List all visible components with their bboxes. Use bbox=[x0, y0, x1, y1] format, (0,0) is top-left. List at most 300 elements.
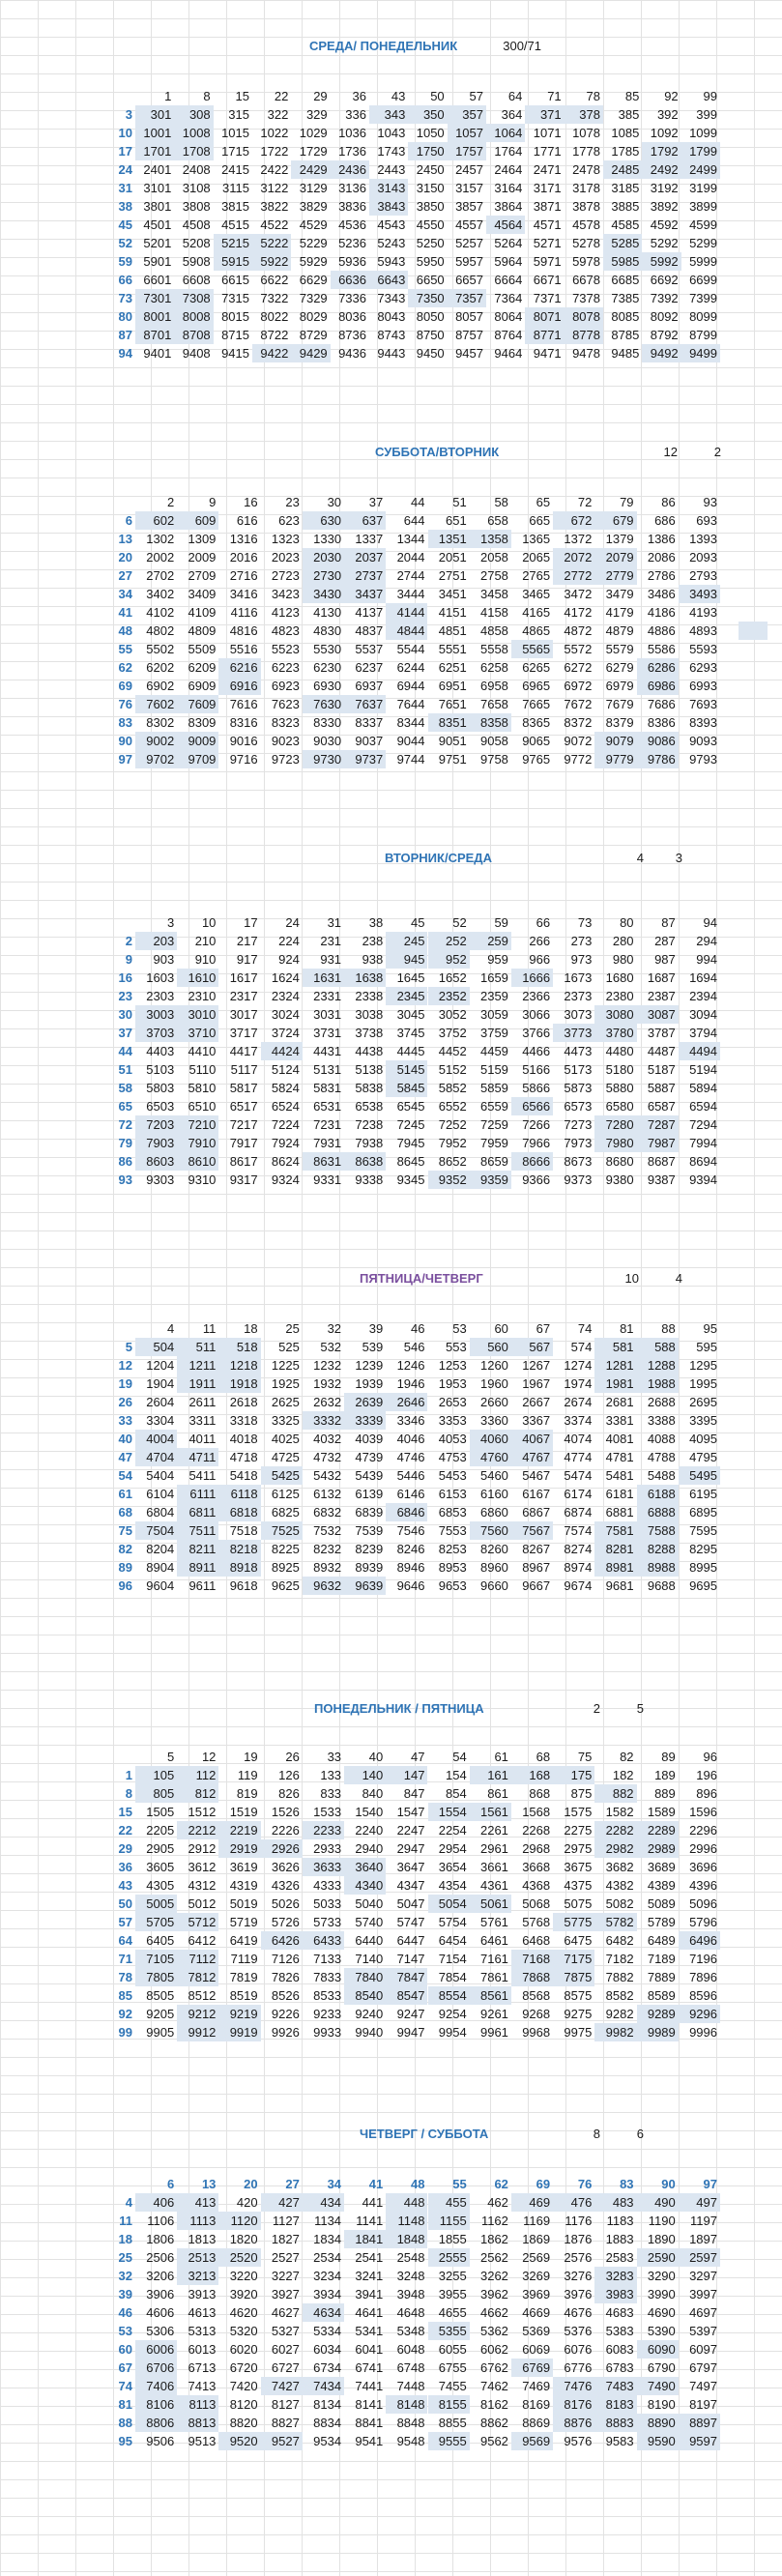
cell-value[interactable]: 9716 bbox=[229, 752, 258, 767]
cell-value[interactable]: 266 bbox=[529, 934, 551, 948]
cell-value[interactable]: 9443 bbox=[377, 346, 406, 361]
cell-value[interactable]: 6153 bbox=[438, 1487, 467, 1501]
cell-value[interactable]: 4368 bbox=[522, 1878, 551, 1893]
cell-value[interactable]: 6076 bbox=[564, 2342, 593, 2357]
cell-value[interactable]: 6027 bbox=[271, 2342, 300, 2357]
cell-value[interactable]: 5544 bbox=[396, 642, 425, 656]
cell-value[interactable]: 147 bbox=[386, 1766, 427, 1784]
cell-value[interactable]: 9534 bbox=[313, 2434, 342, 2448]
cell-value[interactable]: 5845 bbox=[386, 1079, 427, 1097]
cell-value[interactable]: 6580 bbox=[605, 1099, 634, 1114]
cell-value[interactable]: 7448 bbox=[396, 2379, 425, 2393]
cell-value[interactable]: 5040 bbox=[355, 1896, 384, 1911]
cell-value[interactable]: 4046 bbox=[396, 1432, 425, 1446]
cell-value[interactable]: 5145 bbox=[386, 1060, 427, 1079]
cell-value[interactable]: 6699 bbox=[689, 273, 717, 287]
cell-value[interactable]: 5789 bbox=[647, 1915, 676, 1929]
cell-value[interactable]: 364 bbox=[501, 107, 523, 122]
cell-value[interactable]: 7861 bbox=[479, 1970, 508, 1984]
cell-value[interactable]: 4116 bbox=[230, 605, 258, 620]
cell-value[interactable]: 9457 bbox=[455, 346, 483, 361]
cell-value[interactable]: 8624 bbox=[271, 1154, 300, 1169]
cell-value[interactable]: 6657 bbox=[455, 273, 483, 287]
cell-value[interactable]: 259 bbox=[470, 932, 511, 950]
cell-value[interactable]: 5446 bbox=[396, 1468, 425, 1483]
cell-value[interactable]: 2359 bbox=[479, 989, 508, 1003]
cell-value[interactable]: 8197 bbox=[689, 2397, 717, 2412]
cell-value[interactable]: 6223 bbox=[271, 660, 300, 675]
cell-value[interactable]: 7910 bbox=[177, 1134, 218, 1152]
cell-value[interactable]: 5978 bbox=[572, 254, 600, 269]
cell-value[interactable]: 2478 bbox=[572, 162, 600, 177]
cell-value[interactable]: 7616 bbox=[229, 697, 258, 711]
cell-value[interactable]: 2737 bbox=[344, 566, 386, 585]
cell-value[interactable]: 5397 bbox=[689, 2324, 717, 2338]
cell-value[interactable]: 1554 bbox=[428, 1803, 470, 1821]
cell-value[interactable]: 1575 bbox=[564, 1805, 593, 1819]
cell-value[interactable]: 7609 bbox=[177, 695, 218, 713]
cell-value[interactable]: 4641 bbox=[355, 2305, 384, 2320]
cell-value[interactable]: 9919 bbox=[218, 2023, 260, 2041]
cell-value[interactable]: 6272 bbox=[564, 660, 593, 675]
cell-value[interactable]: 3766 bbox=[522, 1026, 551, 1040]
cell-value[interactable]: 5243 bbox=[377, 236, 406, 250]
cell-value[interactable]: 910 bbox=[194, 952, 217, 967]
cell-value[interactable]: 2919 bbox=[218, 1839, 260, 1858]
cell-value[interactable]: 5194 bbox=[689, 1062, 717, 1077]
cell-value[interactable]: 7840 bbox=[344, 1968, 386, 1986]
cell-value[interactable]: 5362 bbox=[479, 2324, 508, 2338]
cell-value[interactable]: 224 bbox=[278, 934, 300, 948]
cell-value[interactable]: 6531 bbox=[313, 1099, 342, 1114]
cell-value[interactable]: 6755 bbox=[438, 2360, 467, 2375]
cell-value[interactable]: 9093 bbox=[689, 734, 717, 748]
cell-value[interactable]: 3227 bbox=[271, 2269, 300, 2283]
cell-value[interactable]: 9310 bbox=[188, 1172, 217, 1187]
cell-value[interactable]: 3192 bbox=[650, 181, 679, 195]
cell-value[interactable]: 6706 bbox=[135, 2359, 177, 2377]
cell-value[interactable]: 2282 bbox=[594, 1821, 636, 1839]
cell-value[interactable]: 2485 bbox=[603, 160, 642, 179]
cell-value[interactable]: 3955 bbox=[438, 2287, 467, 2301]
cell-value[interactable]: 2338 bbox=[355, 989, 384, 1003]
cell-value[interactable]: 3094 bbox=[689, 1007, 717, 1022]
cell-value[interactable]: 6006 bbox=[135, 2340, 177, 2359]
cell-value[interactable]: 6818 bbox=[218, 1503, 260, 1521]
cell-value[interactable]: 2464 bbox=[494, 162, 523, 177]
cell-value[interactable]: 3206 bbox=[146, 2269, 175, 2283]
cell-value[interactable]: 2744 bbox=[396, 568, 425, 583]
cell-value[interactable]: 1225 bbox=[271, 1358, 300, 1373]
cell-value[interactable]: 945 bbox=[386, 950, 427, 969]
cell-value[interactable]: 6685 bbox=[611, 273, 640, 287]
cell-value[interactable]: 5376 bbox=[564, 2324, 593, 2338]
cell-value[interactable]: 7140 bbox=[355, 1952, 384, 1966]
cell-value[interactable]: 5222 bbox=[252, 234, 291, 252]
cell-value[interactable]: 1827 bbox=[271, 2232, 300, 2246]
cell-value[interactable]: 4025 bbox=[271, 1432, 300, 1446]
cell-value[interactable]: 1064 bbox=[486, 124, 525, 142]
cell-value[interactable]: 4508 bbox=[182, 217, 211, 232]
cell-value[interactable]: 4417 bbox=[229, 1044, 258, 1058]
cell-value[interactable]: 1099 bbox=[689, 126, 717, 140]
cell-value[interactable]: 3857 bbox=[455, 199, 483, 214]
cell-value[interactable]: 1190 bbox=[648, 2214, 676, 2228]
cell-value[interactable]: 2436 bbox=[331, 160, 369, 179]
cell-value[interactable]: 8001 bbox=[135, 307, 174, 326]
cell-value[interactable]: 3612 bbox=[188, 1860, 217, 1874]
cell-value[interactable]: 8680 bbox=[605, 1154, 634, 1169]
cell-value[interactable]: 6734 bbox=[313, 2360, 342, 2375]
cell-value[interactable]: 1239 bbox=[355, 1358, 384, 1373]
cell-value[interactable]: 9219 bbox=[218, 2005, 260, 2023]
cell-value[interactable]: 2590 bbox=[637, 2248, 679, 2267]
cell-value[interactable]: 5733 bbox=[313, 1915, 342, 1929]
cell-value[interactable]: 8659 bbox=[479, 1154, 508, 1169]
cell-value[interactable]: 4697 bbox=[689, 2305, 717, 2320]
cell-value[interactable]: 4004 bbox=[135, 1430, 177, 1448]
cell-value[interactable]: 854 bbox=[446, 1786, 467, 1801]
cell-value[interactable]: 2968 bbox=[522, 1841, 551, 1856]
cell-value[interactable]: 6552 bbox=[438, 1099, 467, 1114]
cell-value[interactable]: 3304 bbox=[146, 1413, 175, 1428]
cell-value[interactable]: 6594 bbox=[689, 1099, 717, 1114]
cell-value[interactable]: 2093 bbox=[689, 550, 717, 564]
cell-value[interactable]: 6202 bbox=[146, 660, 175, 675]
cell-value[interactable]: 1078 bbox=[572, 126, 600, 140]
cell-value[interactable]: 5215 bbox=[214, 234, 252, 252]
cell-value[interactable]: 8127 bbox=[271, 2397, 300, 2412]
cell-value[interactable]: 7392 bbox=[650, 291, 679, 305]
cell-value[interactable]: 7273 bbox=[564, 1117, 593, 1132]
cell-value[interactable]: 4655 bbox=[438, 2305, 467, 2320]
cell-value[interactable]: 4172 bbox=[564, 605, 593, 620]
cell-value[interactable]: 8099 bbox=[689, 309, 717, 324]
cell-value[interactable]: 1890 bbox=[647, 2232, 676, 2246]
cell-value[interactable]: 7182 bbox=[605, 1952, 634, 1966]
cell-value[interactable]: 3486 bbox=[647, 587, 676, 601]
cell-value[interactable]: 4760 bbox=[470, 1448, 511, 1466]
cell-value[interactable]: 3178 bbox=[572, 181, 600, 195]
cell-value[interactable]: 350 bbox=[408, 105, 447, 124]
cell-value[interactable]: 8057 bbox=[455, 309, 483, 324]
cell-value[interactable]: 7322 bbox=[260, 291, 289, 305]
cell-value[interactable]: 5502 bbox=[146, 642, 175, 656]
cell-value[interactable]: 2548 bbox=[396, 2250, 425, 2265]
cell-value[interactable]: 3689 bbox=[647, 1860, 676, 1874]
cell-value[interactable]: 3451 bbox=[438, 587, 467, 601]
cell-value[interactable]: 7868 bbox=[511, 1968, 553, 1986]
cell-value[interactable]: 1603 bbox=[146, 970, 175, 985]
cell-value[interactable]: 7952 bbox=[438, 1136, 467, 1150]
cell-value[interactable]: 3346 bbox=[396, 1413, 425, 1428]
cell-value[interactable]: 6461 bbox=[479, 1933, 508, 1948]
cell-value[interactable]: 8519 bbox=[229, 1988, 258, 2003]
cell-value[interactable]: 1869 bbox=[522, 2232, 551, 2246]
cell-value[interactable]: 9695 bbox=[689, 1578, 717, 1593]
cell-value[interactable]: 5075 bbox=[564, 1896, 593, 1911]
cell-value[interactable]: 4186 bbox=[647, 605, 676, 620]
cell-value[interactable]: 3479 bbox=[605, 587, 634, 601]
cell-value[interactable]: 665 bbox=[529, 513, 551, 528]
cell-value[interactable]: 8267 bbox=[522, 1542, 551, 1556]
cell-value[interactable]: 8946 bbox=[396, 1560, 425, 1575]
cell-value[interactable]: 8911 bbox=[177, 1558, 218, 1577]
cell-value[interactable]: 3668 bbox=[522, 1860, 551, 1874]
cell-value[interactable]: 1533 bbox=[313, 1805, 342, 1819]
cell-value[interactable]: 4669 bbox=[522, 2305, 551, 2320]
cell-value[interactable]: 6496 bbox=[679, 1931, 720, 1950]
cell-value[interactable]: 6881 bbox=[605, 1505, 634, 1520]
cell-value[interactable]: 1862 bbox=[479, 2232, 508, 2246]
cell-value[interactable]: 9597 bbox=[679, 2432, 720, 2450]
cell-value[interactable]: 7441 bbox=[355, 2379, 384, 2393]
cell-value[interactable]: 3024 bbox=[271, 1007, 300, 1022]
cell-value[interactable]: 9688 bbox=[647, 1578, 676, 1593]
cell-value[interactable]: 4711 bbox=[177, 1448, 218, 1466]
cell-value[interactable]: 3759 bbox=[479, 1026, 508, 1040]
cell-value[interactable]: 2716 bbox=[229, 568, 258, 583]
cell-value[interactable]: 1008 bbox=[174, 124, 213, 142]
cell-value[interactable]: 3332 bbox=[303, 1411, 344, 1430]
cell-value[interactable]: 5299 bbox=[689, 236, 717, 250]
cell-value[interactable]: 4809 bbox=[188, 623, 217, 638]
cell-value[interactable]: 6972 bbox=[564, 679, 593, 693]
cell-value[interactable]: 9338 bbox=[355, 1172, 384, 1187]
cell-value[interactable]: 9506 bbox=[146, 2434, 175, 2448]
cell-value[interactable]: 1372 bbox=[564, 532, 593, 546]
cell-value[interactable]: 6139 bbox=[355, 1487, 384, 1501]
cell-value[interactable]: 5915 bbox=[214, 252, 252, 271]
cell-value[interactable]: 2758 bbox=[479, 568, 508, 583]
cell-value[interactable]: 3927 bbox=[271, 2287, 300, 2301]
cell-value[interactable]: 3633 bbox=[303, 1858, 344, 1876]
cell-value[interactable]: 9660 bbox=[479, 1578, 508, 1593]
cell-value[interactable]: 8512 bbox=[188, 1988, 217, 2003]
cell-value[interactable]: 4445 bbox=[396, 1044, 425, 1058]
cell-value[interactable]: 5159 bbox=[479, 1062, 508, 1077]
cell-value[interactable]: 532 bbox=[320, 1340, 342, 1354]
cell-value[interactable]: 8078 bbox=[565, 307, 603, 326]
cell-value[interactable]: 4032 bbox=[313, 1432, 342, 1446]
cell-value[interactable]: 1043 bbox=[377, 126, 406, 140]
cell-value[interactable]: 9268 bbox=[522, 2007, 551, 2021]
cell-value[interactable]: 6104 bbox=[146, 1487, 175, 1501]
cell-value[interactable]: 1162 bbox=[480, 2214, 508, 2228]
cell-value[interactable]: 679 bbox=[594, 511, 636, 530]
cell-value[interactable]: 1666 bbox=[511, 969, 553, 987]
cell-value[interactable]: 7126 bbox=[271, 1952, 300, 1966]
cell-value[interactable]: 8862 bbox=[479, 2416, 508, 2430]
cell-value[interactable]: 1330 bbox=[313, 532, 342, 546]
cell-value[interactable]: 8358 bbox=[470, 713, 511, 732]
cell-value[interactable]: 4396 bbox=[689, 1878, 717, 1893]
cell-value[interactable]: 2317 bbox=[229, 989, 258, 1003]
cell-value[interactable]: 1155 bbox=[428, 2212, 470, 2230]
cell-value[interactable]: 5481 bbox=[605, 1468, 634, 1483]
cell-value[interactable]: 3465 bbox=[522, 587, 551, 601]
cell-value[interactable]: 3402 bbox=[146, 587, 175, 601]
cell-value[interactable]: 5950 bbox=[416, 254, 445, 269]
cell-value[interactable]: 329 bbox=[305, 107, 328, 122]
cell-value[interactable]: 1918 bbox=[218, 1375, 260, 1393]
cell-value[interactable]: 1813 bbox=[188, 2232, 217, 2246]
cell-value[interactable]: 5005 bbox=[135, 1895, 177, 1913]
cell-value[interactable]: 6524 bbox=[271, 1099, 300, 1114]
cell-value[interactable]: 8799 bbox=[689, 328, 717, 342]
cell-value[interactable]: 5838 bbox=[355, 1081, 384, 1095]
cell-value[interactable]: 210 bbox=[194, 934, 217, 948]
cell-value[interactable]: 2513 bbox=[177, 2248, 218, 2267]
cell-value[interactable]: 4053 bbox=[438, 1432, 467, 1446]
cell-value[interactable]: 5530 bbox=[313, 642, 342, 656]
cell-value[interactable]: 1855 bbox=[438, 2232, 467, 2246]
cell-value[interactable]: 9352 bbox=[428, 1171, 470, 1189]
cell-value[interactable]: 1519 bbox=[229, 1805, 258, 1819]
cell-value[interactable]: 2653 bbox=[438, 1395, 467, 1409]
cell-value[interactable]: 3745 bbox=[396, 1026, 425, 1040]
cell-value[interactable]: 9051 bbox=[438, 734, 467, 748]
cell-value[interactable]: 4487 bbox=[647, 1044, 676, 1058]
cell-value[interactable]: 8043 bbox=[377, 309, 406, 324]
cell-value[interactable]: 6503 bbox=[146, 1099, 175, 1114]
cell-value[interactable]: 7518 bbox=[229, 1523, 258, 1538]
cell-value[interactable]: 7350 bbox=[408, 289, 447, 307]
cell-value[interactable]: 9079 bbox=[594, 732, 636, 750]
cell-value[interactable]: 5782 bbox=[594, 1913, 636, 1931]
cell-value[interactable]: 4823 bbox=[271, 623, 300, 638]
cell-value[interactable]: 8589 bbox=[647, 1988, 676, 2003]
cell-value[interactable]: 3829 bbox=[299, 199, 328, 214]
cell-value[interactable]: 4536 bbox=[338, 217, 366, 232]
cell-value[interactable]: 1876 bbox=[564, 2232, 593, 2246]
cell-value[interactable]: 6790 bbox=[647, 2360, 676, 2375]
cell-value[interactable]: 483 bbox=[594, 2193, 636, 2212]
cell-value[interactable]: 1561 bbox=[470, 1803, 511, 1821]
cell-value[interactable]: 5047 bbox=[396, 1896, 425, 1911]
cell-value[interactable]: 5810 bbox=[188, 1081, 217, 1095]
cell-value[interactable]: 7826 bbox=[271, 1970, 300, 1984]
cell-value[interactable]: 2310 bbox=[188, 989, 217, 1003]
cell-value[interactable]: 5229 bbox=[299, 236, 328, 250]
cell-value[interactable]: 3360 bbox=[479, 1413, 508, 1428]
cell-value[interactable]: 9730 bbox=[303, 750, 344, 768]
cell-value[interactable]: 5432 bbox=[313, 1468, 342, 1483]
cell-value[interactable]: 4564 bbox=[486, 216, 525, 234]
cell-value[interactable]: 9422 bbox=[252, 344, 291, 362]
cell-value[interactable]: 3997 bbox=[689, 2287, 717, 2301]
cell-value[interactable]: 4732 bbox=[313, 1450, 342, 1464]
cell-value[interactable]: 3682 bbox=[605, 1860, 634, 1874]
cell-value[interactable]: 315 bbox=[228, 107, 249, 122]
cell-value[interactable]: 8582 bbox=[605, 1988, 634, 2003]
cell-value[interactable]: 3458 bbox=[479, 587, 508, 601]
cell-value[interactable]: 280 bbox=[612, 934, 634, 948]
cell-value[interactable]: 3738 bbox=[355, 1026, 384, 1040]
cell-value[interactable]: 6601 bbox=[143, 273, 172, 287]
cell-value[interactable]: 7406 bbox=[135, 2377, 177, 2395]
cell-value[interactable]: 9751 bbox=[438, 752, 467, 767]
cell-value[interactable]: 3661 bbox=[479, 1860, 508, 1874]
cell-value[interactable]: 9086 bbox=[637, 732, 679, 750]
cell-value[interactable]: 6419 bbox=[229, 1933, 258, 1948]
cell-value[interactable]: 2226 bbox=[271, 1823, 300, 1838]
cell-value[interactable]: 9569 bbox=[511, 2432, 553, 2450]
cell-value[interactable]: 8148 bbox=[386, 2395, 427, 2414]
cell-value[interactable]: 6797 bbox=[689, 2360, 717, 2375]
cell-value[interactable]: 1316 bbox=[229, 532, 258, 546]
cell-value[interactable]: 8743 bbox=[377, 328, 406, 342]
cell-value[interactable]: 9485 bbox=[611, 346, 640, 361]
cell-value[interactable]: 3290 bbox=[647, 2269, 676, 2283]
cell-value[interactable]: 8351 bbox=[428, 713, 470, 732]
cell-value[interactable]: 469 bbox=[511, 2193, 553, 2212]
cell-value[interactable]: 9765 bbox=[522, 752, 551, 767]
cell-value[interactable]: 4144 bbox=[386, 603, 427, 622]
cell-value[interactable]: 7672 bbox=[564, 697, 593, 711]
cell-value[interactable]: 2982 bbox=[594, 1839, 636, 1858]
cell-value[interactable]: 1967 bbox=[522, 1376, 551, 1391]
cell-value[interactable]: 8631 bbox=[303, 1152, 344, 1171]
cell-value[interactable]: 1092 bbox=[650, 126, 679, 140]
cell-value[interactable]: 7476 bbox=[553, 2377, 594, 2395]
cell-value[interactable]: 3836 bbox=[338, 199, 366, 214]
cell-value[interactable]: 9464 bbox=[494, 346, 523, 361]
cell-value[interactable]: 6587 bbox=[647, 1099, 676, 1114]
cell-value[interactable]: 5236 bbox=[338, 236, 366, 250]
cell-value[interactable]: 6559 bbox=[479, 1099, 508, 1114]
cell-value[interactable]: 9009 bbox=[177, 732, 218, 750]
cell-value[interactable]: 6986 bbox=[637, 677, 679, 695]
cell-value[interactable]: 189 bbox=[654, 1768, 676, 1782]
cell-value[interactable]: 4403 bbox=[146, 1044, 175, 1058]
cell-value[interactable]: 4550 bbox=[416, 217, 445, 232]
cell-value[interactable]: 3010 bbox=[177, 1005, 218, 1024]
cell-value[interactable]: 1624 bbox=[271, 970, 300, 985]
cell-value[interactable]: 882 bbox=[594, 1784, 636, 1803]
cell-value[interactable]: 6475 bbox=[564, 1933, 593, 1948]
cell-value[interactable]: 875 bbox=[570, 1786, 593, 1801]
cell-value[interactable]: 9674 bbox=[564, 1578, 593, 1593]
cell-value[interactable]: 3409 bbox=[188, 587, 217, 601]
cell-value[interactable]: 8029 bbox=[299, 309, 328, 324]
cell-value[interactable]: 3913 bbox=[188, 2287, 217, 2301]
cell-value[interactable]: 4872 bbox=[564, 623, 593, 638]
cell-value[interactable]: 5866 bbox=[522, 1081, 551, 1095]
cell-value[interactable]: 3983 bbox=[594, 2285, 636, 2303]
cell-value[interactable]: 1589 bbox=[647, 1805, 676, 1819]
cell-value[interactable]: 413 bbox=[177, 2193, 218, 2212]
cell-value[interactable]: 2569 bbox=[522, 2250, 551, 2265]
cell-value[interactable]: 5467 bbox=[522, 1468, 551, 1483]
cell-value[interactable]: 994 bbox=[696, 952, 717, 967]
cell-value[interactable]: 7133 bbox=[313, 1952, 342, 1966]
cell-value[interactable]: 9233 bbox=[313, 2007, 342, 2021]
cell-value[interactable]: 9373 bbox=[564, 1172, 593, 1187]
cell-value[interactable]: 4326 bbox=[271, 1878, 300, 1893]
cell-value[interactable]: 7329 bbox=[299, 291, 328, 305]
cell-value[interactable]: 3164 bbox=[494, 181, 523, 195]
cell-value[interactable]: 8246 bbox=[396, 1542, 425, 1556]
cell-value[interactable]: 6286 bbox=[637, 658, 679, 677]
cell-value[interactable]: 6720 bbox=[229, 2360, 258, 2375]
cell-value[interactable]: 5495 bbox=[679, 1466, 720, 1485]
cell-value[interactable]: 1708 bbox=[174, 142, 213, 160]
cell-value[interactable]: 1050 bbox=[416, 126, 445, 140]
cell-value[interactable]: 2996 bbox=[689, 1841, 717, 1856]
cell-value[interactable]: 2275 bbox=[564, 1823, 593, 1838]
cell-value[interactable]: 1911 bbox=[177, 1375, 218, 1393]
